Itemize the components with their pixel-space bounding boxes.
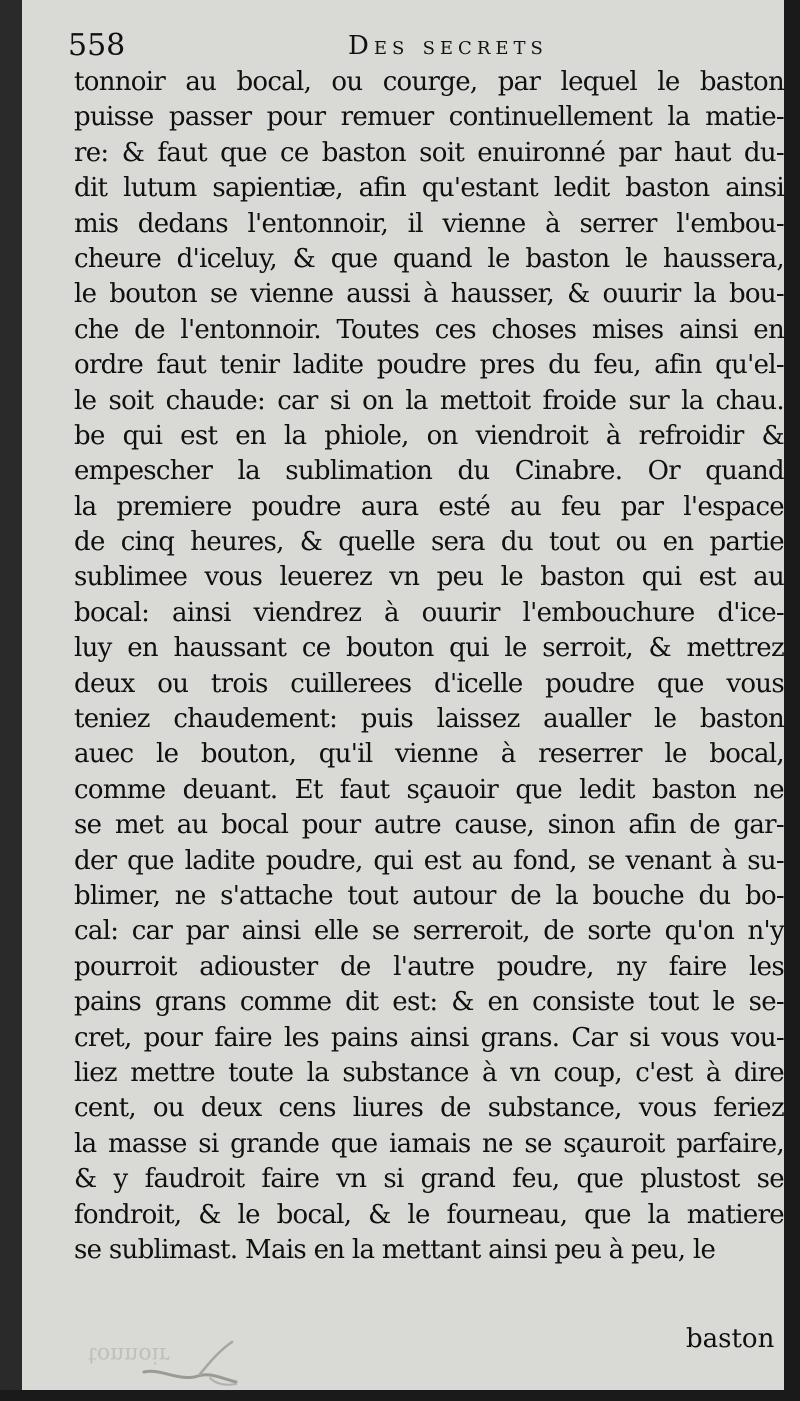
text-line: blimer, ne s'attache tout autour de la bouche du bo-	[74, 880, 784, 911]
text-line: la premiere poudre aura esté au feu par l'espace	[74, 491, 784, 522]
text-line: pourroit adiouster de l'autre poudre, ny faire les	[74, 951, 784, 982]
ink-flourish	[140, 1338, 250, 1390]
text-line: cheure d'iceluy, & que quand le baston le haussera,	[74, 243, 784, 274]
text-line: teniez chaudement: puis laissez aualler le baston	[74, 704, 784, 735]
text-line: se met au bocal pour autre cause, sinon afin de gar-	[74, 810, 784, 841]
text-line: empescher la sublimation du Cinabre. Or quand	[74, 456, 784, 487]
text-line: cent, ou deux cens liures de substance, vous feriez	[74, 1093, 784, 1124]
body-text	[74, 65, 784, 1268]
text-line: tonnoir au bocal, ou courge, par lequel le baston	[74, 67, 784, 97]
text-line: dit lutum sapientiæ, afin qu'estant ledit baston ainsi	[74, 173, 784, 204]
text-line: liez mettre toute la substance à vn coup, c'est à dire	[74, 1057, 784, 1088]
text-line: luy en haussant ce bouton qui le serroit, & mettrez	[74, 633, 784, 664]
page-edge-bottom	[0, 1390, 800, 1401]
text-line: le bouton se vienne aussi à hausser, & ouurir la bou-	[74, 279, 784, 310]
text-line: comme deuant. Et faut sçauoir que ledit baston ne	[74, 774, 784, 805]
text-line: deux ou trois cuillerees d'icelle poudre que vous	[74, 668, 784, 699]
text-line: la masse si grande que iamais ne se sçauroit parfaire,	[74, 1128, 784, 1159]
page-number: 558	[68, 28, 126, 63]
book-page	[22, 0, 784, 1390]
text-line: pains grans comme dit est: & en consiste tout le se-	[74, 987, 784, 1018]
text-line: der que ladite poudre, qui est au fond, se venant à su-	[74, 845, 784, 876]
page-edge-right	[784, 0, 800, 1401]
text-line: cret, pour faire les pains ainsi grans. Car si vous vou-	[74, 1022, 784, 1053]
catchword: baston	[686, 1324, 775, 1354]
text-line: cal: car par ainsi elle se serreroit, de sorte qu'on n'y	[74, 916, 784, 947]
text-line: de cinq heures, & quelle sera du tout ou en partie	[74, 527, 784, 558]
running-head: Des secrets	[348, 31, 548, 61]
page-header	[68, 26, 768, 66]
text-line: ordre faut tenir ladite poudre pres du feu, afin qu'el-	[74, 350, 784, 381]
text-line: le soit chaude: car si on la mettoit froide sur la chau.	[74, 385, 784, 416]
text-line: mis dedans l'entonnoir, il vienne à serrer l'embou-	[74, 208, 784, 239]
text-line: puisse passer pour remuer continuellement la matie-	[74, 102, 784, 133]
text-line: auec le bouton, qu'il vienne à reserrer le bocal,	[74, 739, 784, 770]
text-line: bocal: ainsi viendrez à ouurir l'embouchure d'ice-	[74, 597, 784, 628]
text-line: re: & faut que ce baston soit enuironné par haut du-	[74, 137, 784, 168]
text-line: che de l'entonnoir. Toutes ces choses mises ainsi en	[74, 314, 784, 345]
text-line: se sublimast. Mais en la mettant ainsi peu à peu, le	[74, 1234, 716, 1265]
bleed-through-text: tonnoir	[88, 1342, 170, 1367]
text-line: & y faudroit faire vn si grand feu, que plustost se	[74, 1164, 784, 1195]
text-line: fondroit, & le bocal, & le fourneau, que la matiere	[74, 1199, 784, 1230]
text-line: be qui est en la phiole, on viendroit à refroidir &	[74, 420, 784, 451]
text-line: sublimee vous leuerez vn peu le baston qui est au	[74, 562, 784, 593]
